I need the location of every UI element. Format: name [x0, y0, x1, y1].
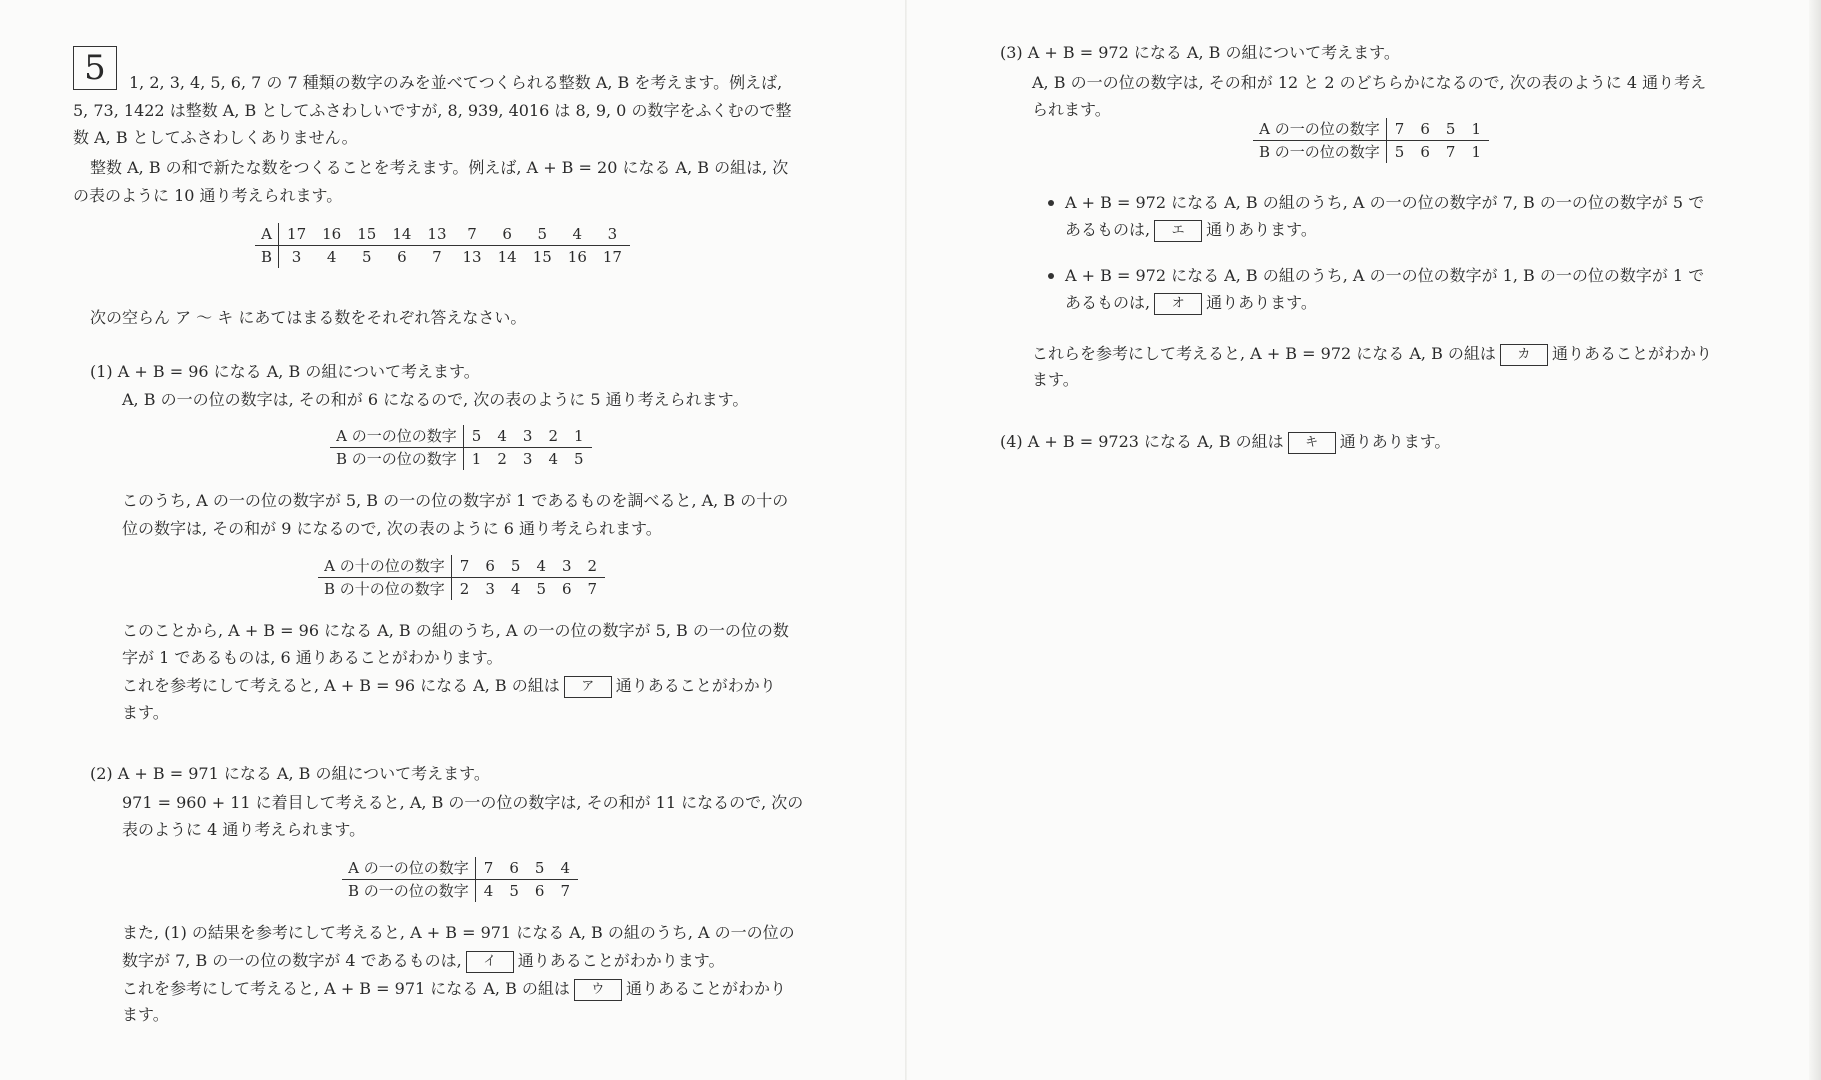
- part3-text: 通りあることがわかり: [1551, 344, 1712, 363]
- table-cell: 2: [459, 580, 470, 598]
- part3-text: あるものは,: [1065, 220, 1151, 239]
- part1-text: このことから, A + B = 96 になる A, B の組のうち, A の一の位の数字が 5, B の一の位の数: [122, 621, 789, 640]
- table-cell: 4: [552, 857, 578, 880]
- table-row: [342, 857, 578, 880]
- part3-heading: (3) A + B = 972 になる A, B の組について考えます。: [1000, 43, 1400, 62]
- table-cell: 1: [471, 450, 482, 468]
- answer-box-o[interactable]: オ: [1154, 293, 1202, 315]
- table-cell: 6: [397, 248, 407, 266]
- table-cell: 1: [1471, 143, 1481, 161]
- table-cell: 13: [462, 248, 482, 266]
- table-cell: 13: [419, 223, 454, 246]
- table-cell: 7: [587, 580, 598, 598]
- table-cell: 4: [548, 450, 558, 468]
- table-cell: 7: [475, 857, 501, 880]
- table-cell: 6: [501, 857, 527, 880]
- answer-box-e[interactable]: エ: [1154, 220, 1202, 242]
- table-cell: 4: [326, 248, 337, 266]
- answer-box-i[interactable]: イ: [466, 951, 514, 973]
- part3-text: 通りあります。: [1206, 220, 1317, 239]
- table-row: [1253, 118, 1489, 141]
- page-fold: [905, 0, 907, 1080]
- part2-text: 通りあることがわかります。: [517, 951, 725, 970]
- part1-text: ます。: [122, 703, 169, 722]
- row-header: B の一の位の数字: [342, 880, 475, 903]
- part2-text: 表のように 4 通り考えられます。: [122, 820, 366, 839]
- table-cell: 5: [536, 580, 546, 598]
- part1-text: 通りあることがわかり: [615, 676, 776, 695]
- table-cell: 6: [490, 223, 525, 246]
- part3-answer-line: [1032, 343, 1712, 366]
- part2-text: ます。: [122, 1005, 169, 1024]
- part1-text: これを参考にして考えると, A + B = 96 になる A, B の組は: [122, 676, 560, 695]
- intro-line: 1, 2, 3, 4, 5, 6, 7 の 7 種類の数字のみを並べてつくられる整数 A, B を考えます。例えば,: [129, 73, 783, 92]
- table-row: [1253, 141, 1489, 164]
- row-header: B の一の位の数字: [330, 448, 463, 471]
- table-cell: 14: [497, 248, 517, 266]
- table-cell: 2: [497, 450, 507, 468]
- table-cell: 3: [554, 555, 580, 578]
- table-cell: 3: [485, 580, 495, 598]
- table-cell: 7: [432, 248, 442, 266]
- part1-tens-table: [318, 555, 605, 600]
- row-header: A の十の位の数字: [318, 555, 451, 578]
- table-cell: 5: [463, 425, 489, 448]
- table-cell: 7: [1386, 118, 1412, 141]
- part4-line: [1000, 431, 1450, 454]
- table-row: [330, 425, 592, 448]
- table-cell: 7: [455, 223, 490, 246]
- table-cell: 5: [525, 223, 560, 246]
- part3-text: これらを参考にして考えると, A + B = 972 になる A, B の組は: [1032, 344, 1496, 363]
- table-cell: 4: [489, 425, 515, 448]
- table-cell: 2: [540, 425, 566, 448]
- answer-box-ki[interactable]: キ: [1288, 432, 1336, 454]
- part1-text: 字が 1 であるものは, 6 通りあることがわかります。: [122, 648, 503, 667]
- table-cell: 6: [1420, 143, 1430, 161]
- part2-text: これを参考にして考えると, A + B = 971 になる A, B の組は: [122, 979, 570, 998]
- sum20-table: [255, 223, 630, 268]
- problem-number: 5: [73, 46, 117, 90]
- table-cell: 7: [451, 555, 477, 578]
- table-cell: 5: [1394, 143, 1405, 161]
- row-header: A の一の位の数字: [330, 425, 463, 448]
- table-cell: 17: [602, 248, 622, 266]
- table-cell: 3: [515, 425, 541, 448]
- table-cell: 4: [483, 882, 494, 900]
- table-cell: 1: [566, 425, 592, 448]
- table-cell: 6: [534, 882, 545, 900]
- table-cell: 15: [532, 248, 552, 266]
- table-cell: 5: [573, 450, 584, 468]
- table-cell: 3: [595, 223, 630, 246]
- table-cell: 7: [1445, 143, 1456, 161]
- part1-answer-line: [122, 675, 776, 698]
- part2-answer-line: [122, 950, 724, 973]
- intro-line: 5, 73, 1422 は整数 A, B としてふさわしいですが, 8, 939, 4016 は 8, 9, 0 の数字をふくむので整: [73, 101, 792, 120]
- table-cell: 14: [384, 223, 419, 246]
- table-cell: 5: [1438, 118, 1464, 141]
- bullet-icon: [1048, 273, 1054, 279]
- row-header: A の一の位の数字: [342, 857, 475, 880]
- table-cell: 17: [279, 223, 315, 246]
- table-cell: 4: [510, 580, 521, 598]
- intro-line: 整数 A, B の和で新たな数をつくることを考えます。例えば, A + B = 20 になる A, B の組は, 次: [90, 158, 789, 177]
- table-cell: 6: [561, 580, 572, 598]
- part1-text: このうち, A の一の位の数字が 5, B の一の位の数字が 1 であるものを調べると, A, B の十の: [122, 491, 789, 510]
- table-cell: 15: [349, 223, 384, 246]
- table-cell: 3: [522, 450, 533, 468]
- part2-text: 数字が 7, B の一の位の数字が 4 であるものは,: [122, 951, 462, 970]
- table-row: [330, 448, 592, 471]
- table-cell: 16: [567, 248, 587, 266]
- part3-ones-table: [1253, 118, 1489, 163]
- part3-text: 通りあります。: [1206, 293, 1317, 312]
- table-row: [318, 578, 605, 601]
- table-cell: 1: [1463, 118, 1489, 141]
- table-cell: 6: [477, 555, 503, 578]
- table-row: [255, 246, 630, 269]
- row-header: B: [255, 246, 279, 269]
- page-edge-shadow: [1809, 0, 1821, 1080]
- table-row: [255, 223, 630, 246]
- row-header: B の十の位の数字: [318, 578, 451, 601]
- part2-heading: (2) A + B = 971 になる A, B の組について考えます。: [90, 764, 490, 783]
- part1-text: 位の数字は, その和が 9 になるので, 次の表のように 6 通り考えられます。: [122, 519, 662, 538]
- intro-line: 数 A, B としてふさわしくありません。: [73, 128, 358, 147]
- table-cell: 4: [560, 223, 595, 246]
- table-cell: 16: [314, 223, 349, 246]
- part3-text: ます。: [1032, 370, 1079, 389]
- row-header: B の一の位の数字: [1253, 141, 1386, 164]
- answer-box-u[interactable]: ウ: [574, 979, 622, 1001]
- part3-bullet-answer-line: [1065, 219, 1317, 242]
- part3-bullet-text: A + B = 972 になる A, B の組のうち, A の一の位の数字が 1, B の一の位の数字が 1 で: [1065, 266, 1705, 285]
- row-header: A の一の位の数字: [1253, 118, 1386, 141]
- bullet-icon: [1048, 200, 1054, 206]
- row-header: A: [255, 223, 279, 246]
- answer-box-a[interactable]: ア: [564, 676, 612, 698]
- part4-text: (4) A + B = 9723 になる A, B の組は: [1000, 432, 1284, 451]
- part3-text: られます。: [1032, 100, 1111, 119]
- table-row: [318, 555, 605, 578]
- instruction: 次の空らん ア ～ キ にあてはまる数をそれぞれ答えなさい。: [90, 308, 527, 327]
- table-cell: 3: [291, 248, 302, 266]
- part1-text: A, B の一の位の数字は, その和が 6 になるので, 次の表のように 5 通り考えられます。: [122, 390, 749, 409]
- part2-text: 通りあることがわかり: [625, 979, 786, 998]
- part3-text: A, B の一の位の数字は, その和が 12 と 2 のどちらかになるので, 次の表のように 4 通り考え: [1032, 73, 1707, 92]
- part3-text: あるものは,: [1065, 293, 1151, 312]
- part3-bullet-answer-line: [1065, 292, 1317, 315]
- part2-ones-table: [342, 857, 578, 902]
- table-row: [342, 880, 578, 903]
- part3-bullet-text: A + B = 972 になる A, B の組のうち, A の一の位の数字が 7, B の一の位の数字が 5 で: [1065, 193, 1705, 212]
- answer-box-ka[interactable]: カ: [1500, 344, 1548, 366]
- intro-line: の表のように 10 通り考えられます。: [73, 186, 343, 205]
- part4-text: 通りあります。: [1339, 432, 1451, 451]
- table-cell: 5: [361, 248, 372, 266]
- table-cell: 7: [560, 882, 570, 900]
- part2-answer-line: [122, 978, 786, 1001]
- part1-ones-table: [330, 425, 592, 470]
- part2-text: 971 = 960 + 11 に着目して考えると, A, B の一の位の数字は, その和が 11 になるので, 次の: [122, 793, 804, 812]
- table-cell: 6: [1412, 118, 1438, 141]
- part2-text: また, (1) の結果を参考にして考えると, A + B = 971 になる A, B の組のうち, A の一の位の: [122, 923, 795, 942]
- part1-heading: (1) A + B = 96 になる A, B の組について考えます。: [90, 362, 480, 381]
- table-cell: 5: [503, 555, 529, 578]
- table-cell: 5: [509, 882, 519, 900]
- table-cell: 4: [528, 555, 554, 578]
- table-cell: 2: [580, 555, 606, 578]
- table-cell: 5: [527, 857, 553, 880]
